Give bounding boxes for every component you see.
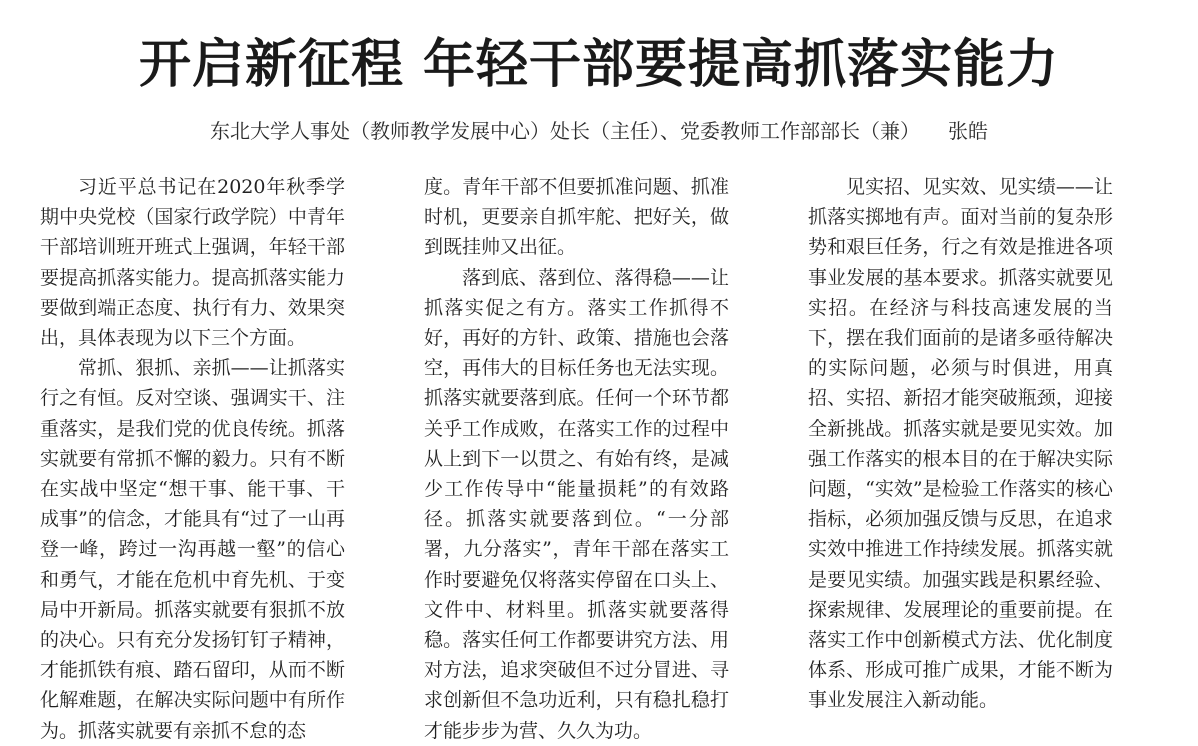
headline: 开启新征程 年轻干部要提高抓落实能力 (138, 35, 1060, 95)
article-column-2 (424, 172, 729, 746)
byline-author: 张皓 (948, 119, 988, 143)
paragraph-section-3: 见实招、见实效、见实绩——让抓落实掷地有声。面对当前的复杂形势和艰巨任务，行之有效是推进各项事业发展的基本要求。抓落实就要见实招。在经济与科技高速发展的当下，摆在我们面前的是诸多亟待解决的实际问题，必须与时俱进，用真招、实招、新招才能突破瓶颈，迎接全新挑战。抓落实就是要见实效。加强工作落实的根本目的在于解决实际问题，“实效”是检验工作落实的核心指标，必须加强反馈与反思，在追求实效中推进工作持续发展。抓落实就是要见实绩。加强实践是积累经验、探索规律、发展理论的重要前提。在落实工作中创新模式方法、优化制度体系、形成可推广成果，才能不断为事业发展注入新动能。 (808, 176, 1113, 712)
paragraph-section-1: 常抓、狠抓、亲抓——让抓落实行之有恒。反对空谈、强调实干、注重落实，是我们党的优良传统。抓落实就要有常抓不懈的毅力。只有不断在实战中坚定“想干事、能干事、干成事”的信念，才能具有“过了一山再登一峰，跨过一沟再越一壑”的信心和勇气，才能在危机中育先机、于变局中开新局。抓落实就要有狠抓不放的决心。只有充分发扬钉钉子精神，才能抓铁有痕、踏石留印，从而不断化解难题，在解决实际问题中有所作为。抓落实就要有亲抓不怠的态 (40, 357, 345, 742)
article-column-1 (40, 172, 345, 746)
paragraph-intro: 习近平总书记在2020年秋季学期中央党校（国家行政学院）中青年干部培训班开班式上强调，年轻干部要提高抓落实能力。提高抓落实能力要做到端正态度、执行有力、效果突出，具体表现为以下三个方面。 (40, 176, 345, 350)
paragraph-section-2: 落到底、落到位、落得稳——让抓落实促之有方。落实工作抓得不好，再好的方针、政策、措施也会落空，再伟大的目标任务也无法实现。抓落实就要落到底。任何一个环节都关乎工作成败，在落实工作的过程中从上到下一以贯之、有始有终，是减少工作传导中“能量损耗”的有效路径。抓落实就要落到位。“一分部署，九分落实”，青年干部在落实工作时要避免仅将落实停留在口头上、文件中、材料里。抓落实就要落得稳。落实任何工作都要讲究方法、用对方法，追求突破但不过分冒进、寻求创新但不急功近利，只有稳扎稳打才能步步为营、久久为功。 (424, 266, 729, 742)
byline-affiliation: 东北大学人事处（教师教学发展中心）处长（主任）、党委教师工作部部长（兼） (210, 119, 920, 143)
paragraph-section-1-continued: 度。青年干部不但要抓准问题、抓准时机，更要亲自抓牢舵、把好关，做到既挂帅又出征。 (424, 176, 729, 259)
article-column-3 (808, 172, 1113, 716)
byline (0, 116, 1198, 146)
